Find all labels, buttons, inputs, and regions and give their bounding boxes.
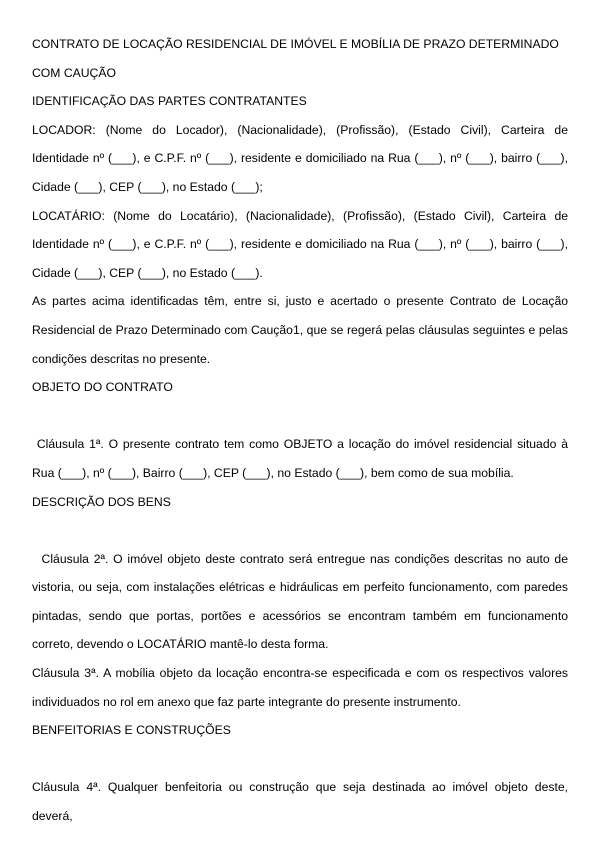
clause-4-paragraph: Cláusula 4ª. Qualquer benfeitoria ou construção que seja destinada ao imóvel objeto deste, deverá, — [32, 780, 568, 824]
section-heading-improvements: BENFEITORIAS E CONSTRUÇÕES — [32, 723, 231, 738]
section-heading-goods: DESCRIÇÃO DOS BENS — [32, 494, 171, 509]
agreement-paragraph: As partes acima identificadas têm, entre si, justo e acertado o presente Contrato de Locação Residencial de Prazo Determinado com Caução1, que se regerá pelas cláusulas seguintes e pelas condições descritas no presente. — [32, 294, 568, 366]
blank-line — [32, 516, 568, 545]
blank-line — [32, 402, 568, 431]
clause-2-paragraph: Cláusula 2ª. O imóvel objeto deste contrato será entregue nas condições descritas no auto de vistoria, ou seja, com instalações elétricas e hidráulicas em perfeito funcionamento, com paredes pintadas, sendo que portas, portões e acessórios se encontram também em funcionamento correto, devendo o LOCATÁRIO mantê-lo desta forma. — [32, 551, 572, 652]
section-heading-parties: IDENTIFICAÇÃO DAS PARTES CONTRATANTES — [32, 94, 307, 109]
clause-3-paragraph: Cláusula 3ª. A mobília objeto da locação encontra-se especificada e com os respectivos valores individuados no rol em anexo que faz parte integrante do presente instrumento. — [32, 666, 568, 709]
locador-paragraph: LOCADOR: (Nome do Locador), (Nacionalidade), (Profissão), (Estado Civil), Carteira de Identidade nº (___), e C.P.F. nº (___), residente e domiciliado na Rua (___), nº (___), bairro (___), Cidade (___), CEP (___), no Estado (___); — [32, 122, 568, 194]
section-heading-object: OBJETO DO CONTRATO — [32, 380, 173, 395]
locatario-paragraph: LOCATÁRIO: (Nome do Locatário), (Nacionalidade), (Profissão), (Estado Civil), Carteira de Identidade nº (___), e C.P.F. nº (___), residente e domiciliado na Rua (___), nº (___), bairro (___), Cidade (___), CEP (___), no Estado (___). — [32, 208, 568, 280]
contract-title-line-1: CONTRATO DE LOCAÇÃO RESIDENCIAL DE IMÓVEL E MOBÍLIA DE PRAZO DETERMINADO — [32, 37, 559, 51]
contract-title-line-2: COM CAUÇÃO — [32, 65, 116, 80]
clause-1-paragraph: Cláusula 1ª. O presente contrato tem como OBJETO a locação do imóvel residencial situado à Rua (___), nº (___), Bairro (___), CEP (___), no Estado (___), bem como de sua mobília. — [32, 437, 572, 480]
blank-line — [32, 745, 568, 774]
